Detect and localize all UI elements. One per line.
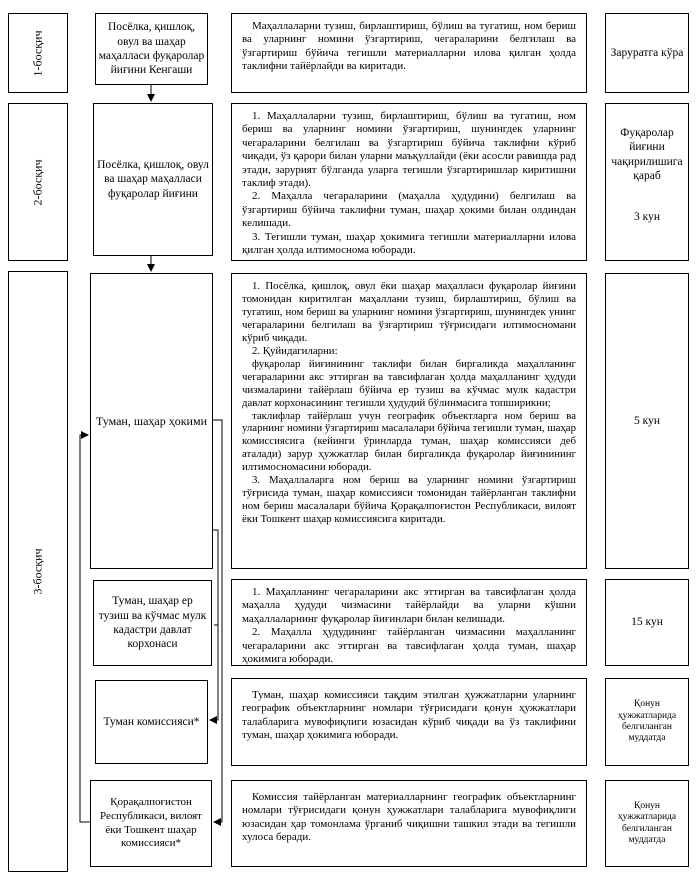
actor-citizens-assembly: Посёлка, қишлоқ, овул ва шаҳар маҳалласи фуқаролар йиғини: [93, 103, 213, 256]
actor-council: Посёлка, қишлоқ, овул ва шаҳар маҳалласи фуқаролар йиғини Кенгаши: [95, 13, 208, 85]
stage-2-term: Фуқаролар йиғини чақирилишига қараб 3 кун: [605, 103, 689, 261]
description-paragraph: 3. Тегишли туман, шаҳар ҳокимига тегишли материалларни илова қилган ҳолда илтимоснома юборади.: [242, 230, 576, 257]
actor-regional-commission: Қорақалпоғистон Республикаси, вилоят ёки Тошкент шаҳар комиссияси*: [90, 780, 212, 867]
stage-1-label: 1-босқич: [8, 13, 68, 93]
description-paragraph: фуқаролар йиғинининг таклифи билан биргаликда маҳалланинг чегараларини акс эттирган ва тавсифлаган ҳолда маҳалланинг ҳудуди чизмаларини тайёрлаш бўйича ер тузиш ва кўчмас мулк кадастри давлат корхонасининг тегишли ҳудудий бўлинмасига топширикни;: [242, 357, 576, 409]
description-paragraph: 1. Посёлка, қишлоқ, овул ёки шаҳар маҳалласи фуқаролар йиғини томонидан киритилган маҳаллани тузиш, бирлаштириш, бўлиш ва тугатиш, ном бериш ва уларнинг номини ўзгартириш, шунингдек унинг чегараларини белгилаш ва ўзгартириш тўғрисидаги илтимосномани кўриб чиқади.: [242, 280, 576, 344]
description-paragraph: Маҳаллаларни тузиш, бирлаштириш, бўлиш ва тугатиш, ном бериш ва уларнинг номини ўзгартириш, чегараларини белгилаш ва ўзгартириш бўйича тегишли материалларни илова қилган ҳолда таклифни тайёрлайди ва киритади.: [242, 20, 576, 73]
stage-2-label: 2-босқич: [8, 103, 68, 261]
description-paragraph: 2. Маҳалла чегараларини (маҳалла ҳудудини) белгилаш ва ўзгартириш бўйича таклифни туман, шаҳар ҳокими билан олдиндан келишади.: [242, 190, 576, 230]
stage-3-label: 3-босқич: [8, 271, 68, 872]
stage-3-district-commission-term: Қонун ҳужжатларида белгиланган муддатда: [605, 678, 689, 766]
description-paragraph: Туман, шаҳар комиссияси тақдим этилган ҳужжатларни уларнинг географик объектларнинг номлари тўғрисидаги қонун ҳужжатлари талабларига мувофиқлиги юзасидан кўриб чиқади ва ўз таклифини туман, шаҳар ҳокимига юборади.: [242, 689, 576, 742]
feedback-line-left: [80, 435, 90, 822]
stage-3-cadastre-term: 15 кун: [605, 579, 689, 666]
description-paragraph: 3. Маҳаллаларга ном бериш ва уларнинг номини ўзгартириш тўғрисида туман, шаҳар комиссияси томонидан тайёрланган таклифни ном бериш масалалари бўйича Қорақалпоғистон Республикаси, вилоят ёки Тошкент шаҳар комиссиясига киритади.: [242, 474, 576, 526]
stage-1-term: Заруратга кўра: [605, 13, 689, 93]
actor-cadastre-enterprise: Туман, шаҳар ер тузиш ва кўчмас мулк кадастри давлат корхонаси: [93, 580, 212, 666]
actor-district-governor: Туман, шаҳар ҳокими: [90, 273, 213, 569]
description-paragraph: Комиссия тайёрланган материалларнинг географик объектларнинг номлари тўғрисидаги қонун ҳужжатлари талабларига мувофиқлиги юзасидан ҳар томонлама ўрганиб чиқишни ташкил этади ва тегишли хулоса беради.: [242, 791, 576, 844]
stage-3-regional-commission-term: Қонун ҳужжатларида белгиланган муддатда: [605, 780, 689, 867]
description-paragraph: 2. Қуйидагиларни:: [252, 344, 338, 357]
description-paragraph: 1. Маҳаллаларни тузиш, бирлаштириш, бўлиш ва тугатиш, ном бериш ва уларнинг номини ўзгартириш, шунингдек уларнинг чегараларини белгилаш ва ўзгартириш бўйича таклифни кўриб чиқади, ўз қарори билан уларни маъқуллайди (ёки асосли равишда рад этади, зарурият бўлганда уларга тегишли ўзгартиришлар киритишни таклиф этади).: [242, 110, 576, 190]
description-paragraph: таклифлар тайёрлаш учун географик объектларга ном бериш ва уларнинг номини ўзгартириш масалалари бўйича тегишли туман, шаҳар комиссиясига (кейинги ўринларда туман, шаҳар комиссияси деб аталади) зарур ҳужжатлар билан биргаликда фуқаролар йиғинининг илтимосномасини юборади.: [242, 409, 576, 474]
stage-3-governor-term: 5 кун: [605, 273, 689, 569]
actor-district-commission: Туман комиссияси*: [95, 680, 208, 764]
description-paragraph: 2. Маҳалла ҳудудининг тайёрланган чизмасини маҳалланинг чегараларини акс эттирган ва тавсифлаган ҳолда туман, шаҳар ҳокимига юборади.: [242, 626, 576, 666]
description-paragraph: 1. Маҳалланинг чегараларини акс эттирган ва тавсифлаган ҳолда маҳалла ҳудуди чизмасини тайёрлайди ва уларни кўшни маҳаллаларнинг фуқаролар йиғинлари билан келишади.: [242, 586, 576, 625]
